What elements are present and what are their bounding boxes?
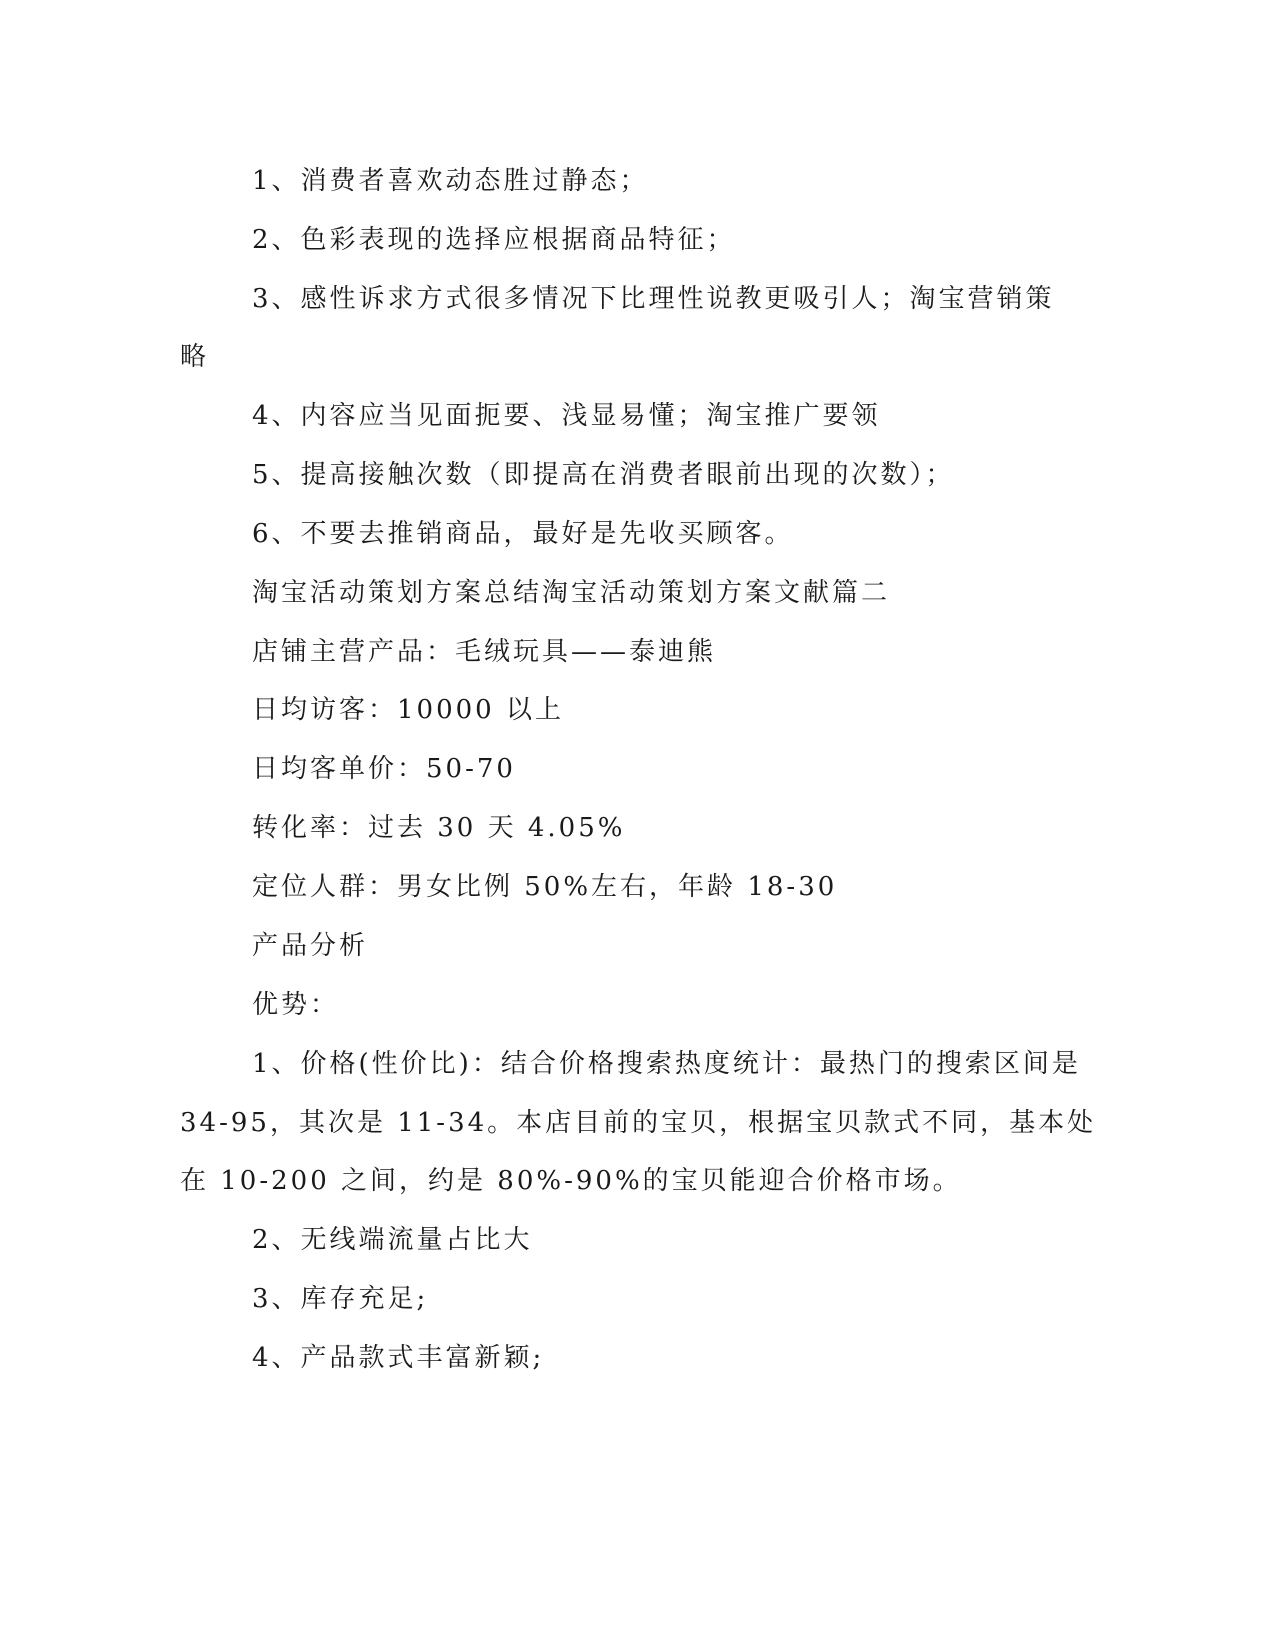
paragraph-line: 1、消费者喜欢动态胜过静态； xyxy=(252,166,649,196)
paragraph-line: 4、产品款式丰富新颖; xyxy=(252,1343,545,1373)
paragraph-line: 3、库存充足; xyxy=(252,1284,429,1314)
paragraph-line: 定位人群：男女比例 50%左右，年龄 18-30 xyxy=(252,872,838,902)
paragraph-line: 1、价格(性价比)：结合价格搜索热度统计：最热门的搜索区间是 xyxy=(252,1049,1081,1079)
paragraph-line: 3、感性诉求方式很多情况下比理性说教更吸引人；淘宝营销策 xyxy=(252,284,1055,314)
paragraph-line: 略 xyxy=(180,342,210,372)
paragraph-line: 2、色彩表现的选择应根据商品特征； xyxy=(252,225,736,255)
paragraph-line: 店铺主营产品：毛绒玩具——泰迪熊 xyxy=(252,637,717,667)
paragraph-line: 5、提高接触次数（即提高在消费者眼前出现的次数）； xyxy=(252,460,955,490)
paragraph-line: 转化率：过去 30 天 4.05% xyxy=(252,813,626,843)
subsection-heading: 产品分析 xyxy=(252,931,369,961)
paragraph-line: 在 10-200 之间，约是 80%-90%的宝贝能迎合价格市场。 xyxy=(180,1166,962,1196)
subsection-heading: 优势： xyxy=(252,990,340,1020)
paragraph-line: 4、内容应当见面扼要、浅显易懂；淘宝推广要领 xyxy=(252,401,881,431)
paragraph-line: 日均访客：10000 以上 xyxy=(252,695,564,725)
section-heading: 淘宝活动策划方案总结淘宝活动策划方案文献篇二 xyxy=(252,578,891,608)
paragraph-line: 34-95，其次是 11-34。本店目前的宝贝，根据宝贝款式不同，基本处 xyxy=(180,1108,1097,1138)
paragraph-line: 6、不要去推销商品，最好是先收买顾客。 xyxy=(252,519,794,549)
paragraph-line: 2、无线端流量占比大 xyxy=(252,1225,533,1255)
paragraph-line: 日均客单价：50-70 xyxy=(252,754,516,784)
